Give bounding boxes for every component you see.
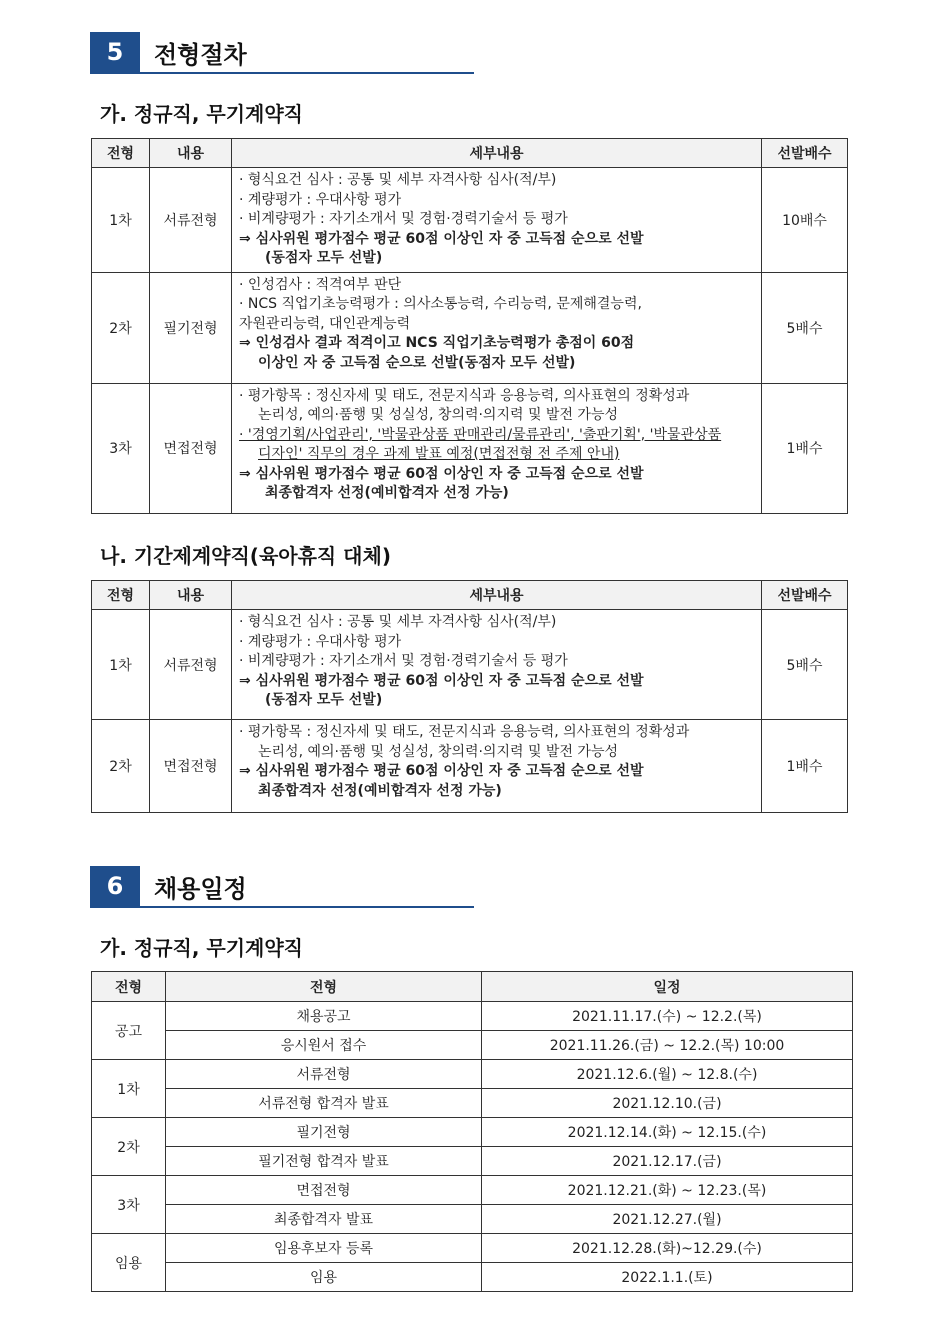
date-cell: 2021.12.28.(화)~12.29.(수) — [482, 1234, 853, 1263]
multiple-cell: 1배수 — [762, 383, 848, 513]
detail-line: · 형식요건 심사 : 공통 및 세부 자격사항 심사(적/부) — [239, 614, 557, 630]
stage-cell: 2차 — [92, 272, 150, 383]
header-type: 내용 — [150, 581, 232, 610]
group-cell: 3차 — [92, 1176, 166, 1234]
header-date: 일정 — [482, 972, 853, 1002]
item-cell: 최종합격자 발표 — [166, 1205, 482, 1234]
procedure-table-regular — [91, 138, 848, 514]
section-title: 채용일정 — [154, 875, 247, 903]
detail-line: 논리성, 예의·품행 및 성실성, 창의력·의지력 및 발전 가능성 — [258, 407, 619, 423]
type-cell: 면접전형 — [150, 720, 232, 813]
item-cell: 면접전형 — [166, 1176, 482, 1205]
date-cell: 2021.12.27.(월) — [482, 1205, 853, 1234]
table-row — [92, 272, 848, 383]
multiple-cell: 5배수 — [762, 610, 848, 720]
item-cell: 서류전형 — [166, 1060, 482, 1089]
section-title: 전형절차 — [154, 41, 247, 69]
section-underline — [90, 72, 474, 74]
detail-line: · '경영기획/사업관리', '박물관상품 판매관리/물류관리', '출판기획', '박물관상품 — [239, 426, 722, 443]
section-number: 5 — [90, 32, 140, 72]
result-line: 최종합격자 선정(예비합격자 선정 가능) — [258, 782, 502, 799]
header-multiple: 선발배수 — [762, 581, 848, 610]
table-row — [92, 1263, 853, 1292]
schedule-table — [91, 971, 853, 1292]
multiple-cell: 5배수 — [762, 272, 848, 383]
details-cell — [232, 272, 762, 383]
table-row — [92, 1060, 853, 1089]
result-line: ⇒ 인성검사 결과 적격이고 NCS 직업기초능력평가 총점이 60점 — [239, 335, 635, 351]
item-cell: 필기전형 합격자 발표 — [166, 1147, 482, 1176]
detail-line: · 평가항목 : 정신자세 및 태도, 전문지식과 응용능력, 의사표현의 정확성과 — [239, 724, 690, 740]
detail-line: · 형식요건 심사 : 공통 및 세부 자격사항 심사(적/부) — [239, 172, 557, 188]
details-cell — [232, 383, 762, 513]
date-cell: 2021.12.21.(화) ~ 12.23.(목) — [482, 1176, 853, 1205]
table-row — [92, 1118, 853, 1147]
header-stage: 전형 — [92, 581, 150, 610]
result-line: ⇒ 심사위원 평가점수 평균 60점 이상인 자 중 고득점 순으로 선발 — [239, 672, 644, 689]
group-cell: 공고 — [92, 1002, 166, 1060]
header-multiple: 선발배수 — [762, 139, 848, 168]
stage-cell: 2차 — [92, 720, 150, 813]
date-cell: 2021.12.17.(금) — [482, 1147, 853, 1176]
header-details: 세부내용 — [232, 139, 762, 168]
result-line: 이상인 자 중 고득점 순으로 선발(동점자 모두 선발) — [258, 354, 576, 371]
result-line: (동점자 모두 선발) — [265, 250, 383, 266]
stage-cell: 3차 — [92, 383, 150, 513]
detail-line: · 평가항목 : 정신자세 및 태도, 전문지식과 응용능력, 의사표현의 정확성과 — [239, 387, 690, 404]
item-cell: 임용후보자 등록 — [166, 1234, 482, 1263]
detail-line: 디자인' 직무의 경우 과제 발표 예정(면접전형 전 주제 안내) — [258, 446, 620, 462]
detail-line: · 계량평가 : 우대사항 평가 — [239, 633, 402, 650]
header-stage: 전형 — [92, 139, 150, 168]
subheading-temporary: 나. 기간제계약직(육아휴직 대체) — [100, 544, 391, 568]
table-row — [92, 1147, 853, 1176]
table-row — [92, 720, 848, 813]
type-cell: 서류전형 — [150, 610, 232, 720]
header-item: 전형 — [166, 972, 482, 1002]
section-5-header — [90, 32, 474, 74]
type-cell: 필기전형 — [150, 272, 232, 383]
details-cell — [232, 720, 762, 813]
section-number: 6 — [90, 866, 140, 906]
date-cell: 2021.12.14.(화) ~ 12.15.(수) — [482, 1118, 853, 1147]
type-cell: 서류전형 — [150, 168, 232, 273]
item-cell: 필기전형 — [166, 1118, 482, 1147]
multiple-cell: 10배수 — [762, 168, 848, 273]
subheading-regular: 가. 정규직, 무기계약직 — [100, 102, 304, 126]
detail-line: · 비계량평가 : 자기소개서 및 경험·경력기술서 등 평가 — [239, 653, 568, 669]
stage-cell: 1차 — [92, 168, 150, 273]
table-header-row — [92, 972, 853, 1002]
section-underline — [90, 906, 474, 908]
details-cell — [232, 168, 762, 273]
table-row — [92, 1031, 853, 1060]
multiple-cell: 1배수 — [762, 720, 848, 813]
detail-line: · 인성검사 : 적격여부 판단 — [239, 276, 402, 293]
header-type: 내용 — [150, 139, 232, 168]
detail-line: · NCS 직업기초능력평가 : 의사소통능력, 수리능력, 문제해결능력, — [239, 296, 642, 312]
item-cell: 응시원서 접수 — [166, 1031, 482, 1060]
result-line: 최종합격자 선정(예비합격자 선정 가능) — [265, 485, 509, 501]
table-header-row — [92, 581, 848, 610]
procedure-table-temporary — [91, 580, 848, 813]
detail-line: · 계량평가 : 우대사항 평가 — [239, 191, 402, 208]
date-cell: 2021.12.6.(월) ~ 12.8.(수) — [482, 1060, 853, 1089]
item-cell: 임용 — [166, 1263, 482, 1292]
result-line: ⇒ 심사위원 평가점수 평균 60점 이상인 자 중 고득점 순으로 선발 — [239, 465, 644, 482]
date-cell: 2021.11.17.(수) ~ 12.2.(목) — [482, 1002, 853, 1031]
item-cell: 서류전형 합격자 발표 — [166, 1089, 482, 1118]
table-header-row — [92, 139, 848, 168]
table-row — [92, 610, 848, 720]
table-row — [92, 1089, 853, 1118]
result-line: (동점자 모두 선발) — [265, 692, 383, 708]
subheading-schedule: 가. 정규직, 무기계약직 — [100, 936, 304, 960]
header-details: 세부내용 — [232, 581, 762, 610]
group-cell: 임용 — [92, 1234, 166, 1292]
table-row — [92, 383, 848, 513]
result-line: ⇒ 심사위원 평가점수 평균 60점 이상인 자 중 고득점 순으로 선발 — [239, 763, 644, 779]
stage-cell: 1차 — [92, 610, 150, 720]
table-row — [92, 1002, 853, 1031]
table-row — [92, 1205, 853, 1234]
item-cell: 채용공고 — [166, 1002, 482, 1031]
type-cell: 면접전형 — [150, 383, 232, 513]
result-line: ⇒ 심사위원 평가점수 평균 60점 이상인 자 중 고득점 순으로 선발 — [239, 230, 644, 247]
details-cell — [232, 610, 762, 720]
date-cell: 2022.1.1.(토) — [482, 1263, 853, 1292]
table-row — [92, 1176, 853, 1205]
date-cell: 2021.12.10.(금) — [482, 1089, 853, 1118]
group-cell: 2차 — [92, 1118, 166, 1176]
detail-line: 자원관리능력, 대인관계능력 — [239, 315, 411, 332]
detail-line: 논리성, 예의·품행 및 성실성, 창의력·의지력 및 발전 가능성 — [258, 743, 619, 760]
group-cell: 1차 — [92, 1060, 166, 1118]
header-group: 전형 — [92, 972, 166, 1002]
date-cell: 2021.11.26.(금) ~ 12.2.(목) 10:00 — [482, 1031, 853, 1060]
section-6-header — [90, 866, 474, 908]
detail-line: · 비계량평가 : 자기소개서 및 경험·경력기술서 등 평가 — [239, 211, 568, 227]
table-row — [92, 1234, 853, 1263]
table-row — [92, 168, 848, 273]
